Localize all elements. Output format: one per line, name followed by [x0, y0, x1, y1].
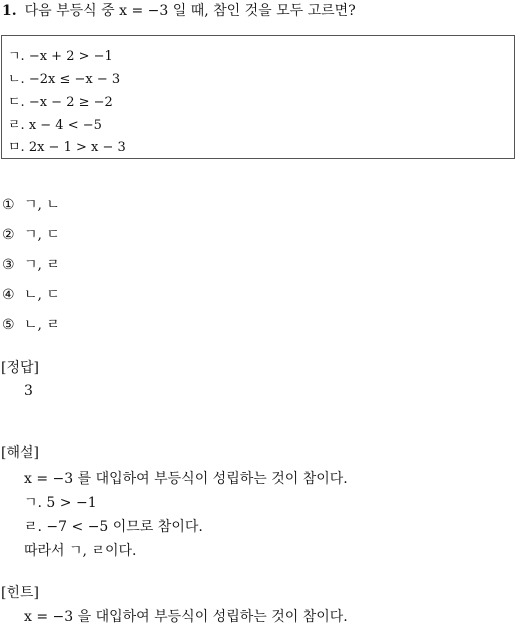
statement-box	[1, 35, 515, 159]
choice-label: ㄱ, ㄴ	[24, 197, 60, 213]
choice-number: ⑤	[2, 317, 15, 333]
choice-label: ㄴ, ㄷ	[24, 287, 60, 303]
explanation-label: [해설]	[1, 445, 39, 461]
hint-line: x = −3 을 대입하여 부등식이 성립하는 것이 참이다.	[24, 609, 348, 625]
choice-5[interactable]	[2, 314, 60, 334]
choice-number: ①	[2, 197, 15, 213]
answer-label: [정답]	[1, 360, 39, 376]
choice-number: ②	[2, 227, 15, 243]
choice-label: ㄴ, ㄹ	[24, 317, 60, 333]
hint-label: [힌트]	[1, 585, 39, 601]
question-number: 1.	[2, 3, 17, 19]
explanation-line: 따라서 ㄱ, ㄹ이다.	[24, 543, 137, 559]
choice-1[interactable]	[2, 194, 60, 214]
answer-value: 3	[24, 383, 33, 399]
statement-mieum: ㅁ. 2x − 1 > x − 3	[8, 140, 126, 155]
statement-giyeok: ㄱ. −x + 2 > −1	[8, 49, 113, 64]
explanation-line: x = −3 를 대입하여 부등식이 성립하는 것이 참이다.	[24, 471, 348, 487]
statement-digeut: ㄷ. −x − 2 ≥ −2	[8, 95, 113, 110]
choice-2[interactable]	[2, 224, 60, 244]
explanation-line: ㄹ. −7 < −5 이므로 참이다.	[24, 519, 203, 535]
explanation-line: ㄱ. 5 > −1	[24, 495, 97, 511]
choice-3[interactable]	[2, 254, 60, 274]
choice-number: ④	[2, 287, 15, 303]
choice-number: ③	[2, 257, 15, 273]
statement-rieul: ㄹ. x − 4 < −5	[8, 118, 102, 133]
choice-4[interactable]	[2, 284, 60, 304]
choice-label: ㄱ, ㄹ	[24, 257, 60, 273]
choice-label: ㄱ, ㄷ	[24, 227, 60, 243]
statement-nieun: ㄴ. −2x ≤ −x − 3	[8, 72, 121, 87]
question-text: 다음 부등식 중 x = −3 일 때, 참인 것을 모두 고르면?	[24, 3, 356, 19]
question-title	[2, 0, 356, 20]
